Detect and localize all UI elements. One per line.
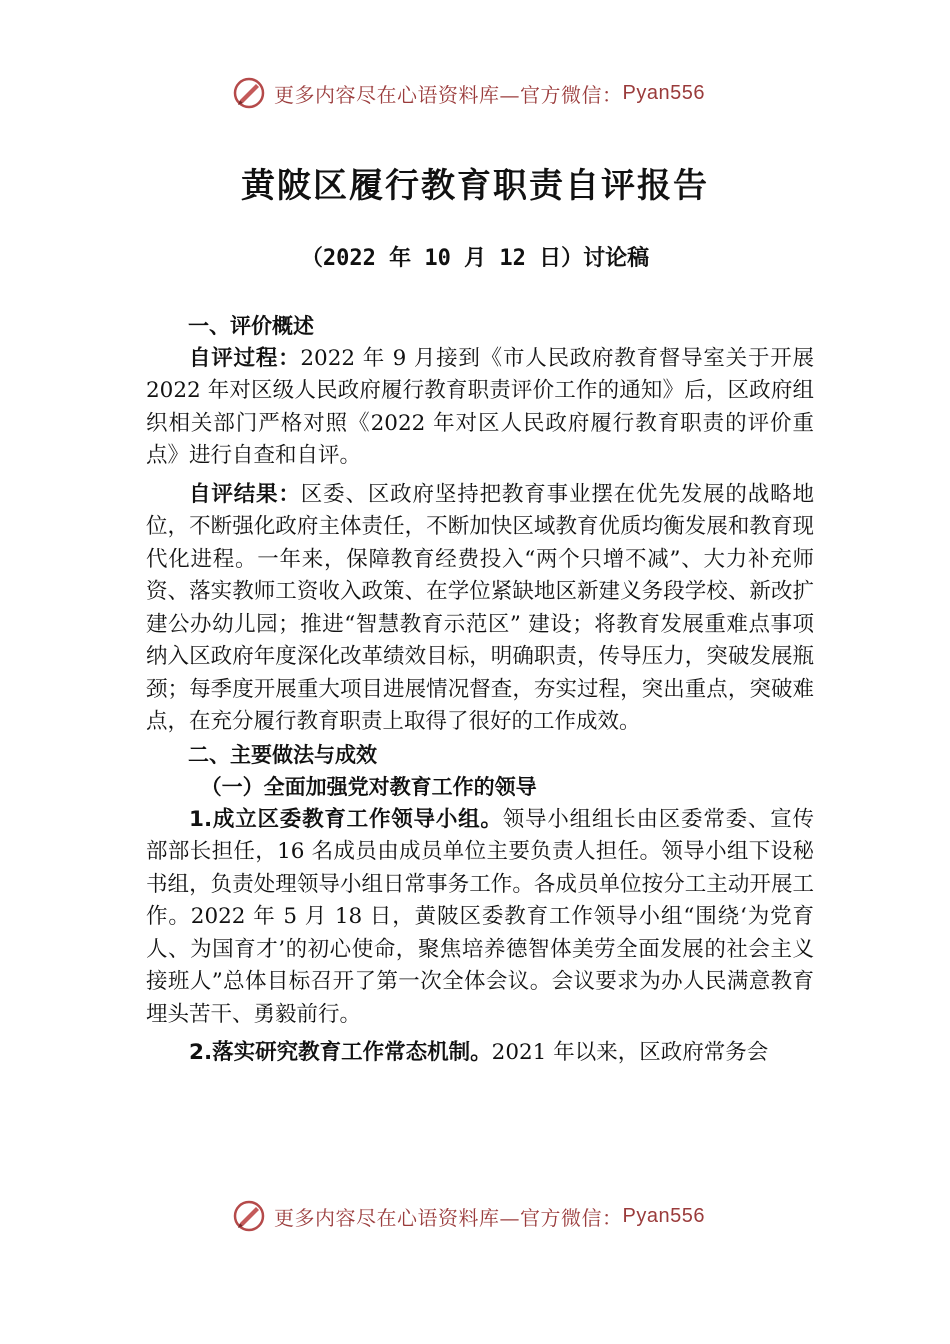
watermark-id: Pyan556 xyxy=(622,1204,705,1227)
document-title: 黄陂区履行教育职责自评报告 xyxy=(241,166,709,206)
pen-logo-icon xyxy=(232,76,266,110)
document-subtitle: （2022 年 10 月 12 日）讨论稿 xyxy=(300,246,650,271)
paragraph-item-1 xyxy=(146,804,814,1032)
paragraph-text: 2022 年 9 月接到《市人民政府教育督导室关于开展 2022 年对区级人民政府履行教育职责评价工作的通知》后，区政府组织相关部门严格对照《2022 年对区人民政府履行教育职责的评价重点》进行自查和自评。 xyxy=(146,345,814,468)
paragraph-lead: 自评结果： xyxy=(189,481,301,507)
watermark-text: 更多内容尽在心语资料库—官方微信： xyxy=(274,82,623,107)
watermark-header xyxy=(232,73,752,113)
subsection-heading-party-leadership: （一）全面加强党对教育工作的领导 xyxy=(200,775,537,799)
paragraph-lead: 1.成立区委教育工作领导小组。 xyxy=(189,806,503,832)
paragraph-lead: 2.落实研究教育工作常态机制。 xyxy=(189,1040,492,1065)
paragraph-text: 2021 年以来，区政府常务会 xyxy=(491,1040,769,1065)
section-heading-overview: 一、评价概述 xyxy=(188,314,314,338)
paragraph-text: 区委、区政府坚持把教育事业摆在优先发展的战略地位，不断强化政府主体责任，不断加快区域教育优质均衡发展和教育现代化进程。一年来，保障教育经费投入“两个只增不减”、大力补充师资、落实教师工资收入政策、在学位紧缺地区新建义务段学校、新改扩建公办幼儿园；推进“智慧教育示范区” 建设；将教育发展重难点事项纳入区政府年度深化改革绩效目标，明确职责，传导压力，突破发展瓶颈；每季度开展重大项目进展情况督查，夯实过程，突出重点，突破难点，在充分履行教育职责上取得了很好的工作成效。 xyxy=(146,481,814,734)
paragraph-lead: 自评过程： xyxy=(189,345,301,371)
watermark-id: Pyan556 xyxy=(622,81,705,104)
watermark-text: 更多内容尽在心语资料库—官方微信： xyxy=(274,1205,623,1230)
pen-logo-icon xyxy=(232,1199,266,1233)
watermark-footer xyxy=(232,1196,752,1236)
paragraph-text: 领导小组组长由区委常委、宣传部部长担任，16 名成员由成员单位主要负责人担任。领导小组下设秘书组，负责处理领导小组日常事务工作。各成员单位按分工主动开展工作。2022 年 5 月 18 日，黄陂区委教育工作领导小组“围绕‘为党育人、为国育才’的初心使命，聚焦培养德智体美劳全面发展的社会主义接班人”总体目标召开了第一次全体会议。会议要求为办人民满意教育埋头苦干、勇毅前行。 xyxy=(146,806,814,1027)
section-heading-measures: 二、主要做法与成效 xyxy=(188,742,377,767)
paragraph-item-2 xyxy=(146,1037,814,1070)
paragraph-self-eval-process xyxy=(146,343,814,473)
paragraph-self-eval-result xyxy=(146,479,814,739)
document-body xyxy=(146,310,814,1070)
